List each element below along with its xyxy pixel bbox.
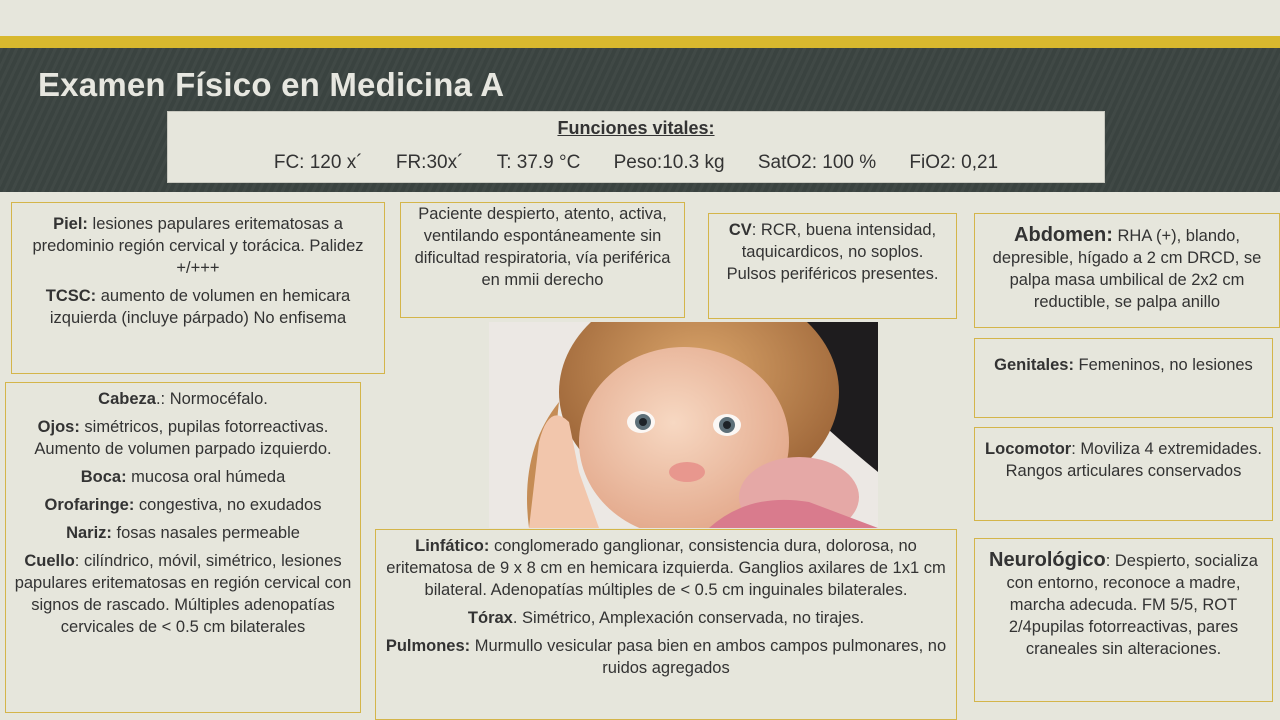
genitals-paragraph [983, 354, 1264, 376]
cardiovascular-label: CV [728, 221, 752, 239]
oropharynx-paragraph [14, 494, 352, 516]
neurological-paragraph [983, 549, 1264, 660]
eyes-paragraph [14, 416, 352, 460]
genitals-label: Genitales: [994, 356, 1074, 374]
vital-weight: Peso:10.3 kg [613, 152, 725, 173]
neurological-text: : Despierto, socializa con entorno, reconoce a madre, marcha adecuda. FM 5/5, ROT 2/4pupilas fotorreactivas, pares craneales sin alteraciones. [1006, 552, 1258, 658]
abdomen-label: Abdomen: [1014, 224, 1113, 246]
vital-signs-heading: Funciones vitales: [557, 118, 715, 138]
neck-paragraph [14, 550, 352, 638]
lymphatic-text: conglomerado ganglionar, consistencia dura, dolorosa, no eritematosa de 9 x 8 cm en hemicara izquierda. Ganglios axilares de 1x1 cm bilateral. Adenopatías múltiples de < 0.5 cm inguinales bilaterales. [386, 537, 946, 599]
mouth-text: mucosa oral húmeda [126, 468, 286, 486]
head-label: Cabeza [98, 390, 156, 408]
neck-label: Cuello [24, 552, 75, 570]
cardiovascular-paragraph [717, 219, 948, 285]
head-neck-box [5, 382, 361, 713]
cardiovascular-box [708, 213, 957, 319]
locomotor-text: : Moviliza 4 extremidades. Rangos articulares conservados [1005, 440, 1262, 480]
lungs-text: Murmullo vesicular pasa bien en ambos campos pulmonares, no ruidos agregados [470, 637, 947, 677]
vital-signs-box [167, 111, 1105, 183]
locomotor-label: Locomotor [985, 440, 1072, 458]
genitals-box [974, 338, 1273, 418]
gold-accent-bar [0, 36, 1280, 48]
neck-text: : cilíndrico, móvil, simétrico, lesiones papulares eritematosas en región cervical con signos de rascado. Múltiples adenopatías cervicales de < 0.5 cm bilaterales [14, 552, 352, 636]
oropharynx-label: Orofaringe: [44, 496, 135, 514]
skin-paragraph [20, 213, 376, 279]
tcsc-paragraph [20, 285, 376, 329]
lungs-label: Pulmones: [385, 637, 471, 655]
thorax-text: . Simétrico, Amplexación conservada, no tirajes. [512, 609, 865, 627]
neurological-label: Neurológico [989, 549, 1106, 571]
vital-fio2: FiO2: 0,21 [909, 152, 999, 173]
locomotor-paragraph [983, 438, 1264, 482]
skin-box [11, 202, 385, 374]
mouth-label: Boca: [80, 468, 127, 486]
nose-paragraph [14, 522, 352, 544]
thorax-paragraph [384, 607, 948, 629]
abdomen-paragraph [983, 224, 1271, 313]
thorax-label: Tórax [467, 609, 513, 627]
abdomen-box [974, 213, 1280, 328]
general-status-text: Paciente despierto, atento, activa, ventilando espontáneamente sin dificultad respiratoria, vía periférica en mmii derecho [414, 205, 671, 289]
lymphatic-paragraph [384, 535, 948, 601]
patient-photo-illustration [489, 322, 878, 528]
patient-photo [489, 322, 878, 528]
mouth-paragraph [14, 466, 352, 488]
vital-sato2: SatO2: 100 % [757, 152, 877, 173]
vital-temperature: T: 37.9 °C [496, 152, 581, 173]
tcsc-text: aumento de volumen en hemicara izquierda (incluye párpado) No enfisema [49, 287, 351, 327]
abdomen-text: RHA (+), blando, depresible, hígado a 2 cm DRCD, se palpa masa umbilical de 2x2 cm reductible, se palpa anillo [992, 227, 1262, 311]
skin-text: lesiones papulares eritematosas a predominio región cervical y torácica. Palidez +/+++ [32, 215, 364, 277]
lungs-paragraph [384, 635, 948, 679]
tcsc-label: TCSC: [45, 287, 97, 305]
nose-label: Nariz: [66, 524, 112, 542]
lymphatic-thorax-lungs-box [375, 529, 957, 720]
slide-title: Examen Físico en Medicina A [38, 66, 505, 103]
cardiovascular-text: : RCR, buena intensidad, taquicardicos, no soplos. Pulsos periféricos presentes. [726, 221, 939, 283]
eyes-label: Ojos: [37, 418, 80, 436]
head-text: .: Normocéfalo. [155, 390, 268, 408]
lymphatic-label: Linfático: [415, 537, 490, 555]
skin-label: Piel: [53, 215, 88, 233]
head-paragraph [14, 388, 352, 410]
vital-fc: FC: 120 x´ [273, 152, 363, 173]
vital-signs-row [168, 152, 1104, 174]
oropharynx-text: congestiva, no exudados [134, 496, 322, 514]
general-status-box [400, 202, 685, 318]
eyes-text: simétricos, pupilas fotorreactivas. Aumento de volumen parpado izquierdo. [34, 418, 332, 458]
locomotor-box [974, 427, 1273, 521]
top-strip [0, 0, 1280, 36]
neurological-box [974, 538, 1273, 702]
genitals-text: Femeninos, no lesiones [1073, 356, 1253, 374]
vital-fr: FR:30x´ [395, 152, 464, 173]
nose-text: fosas nasales permeable [111, 524, 300, 542]
